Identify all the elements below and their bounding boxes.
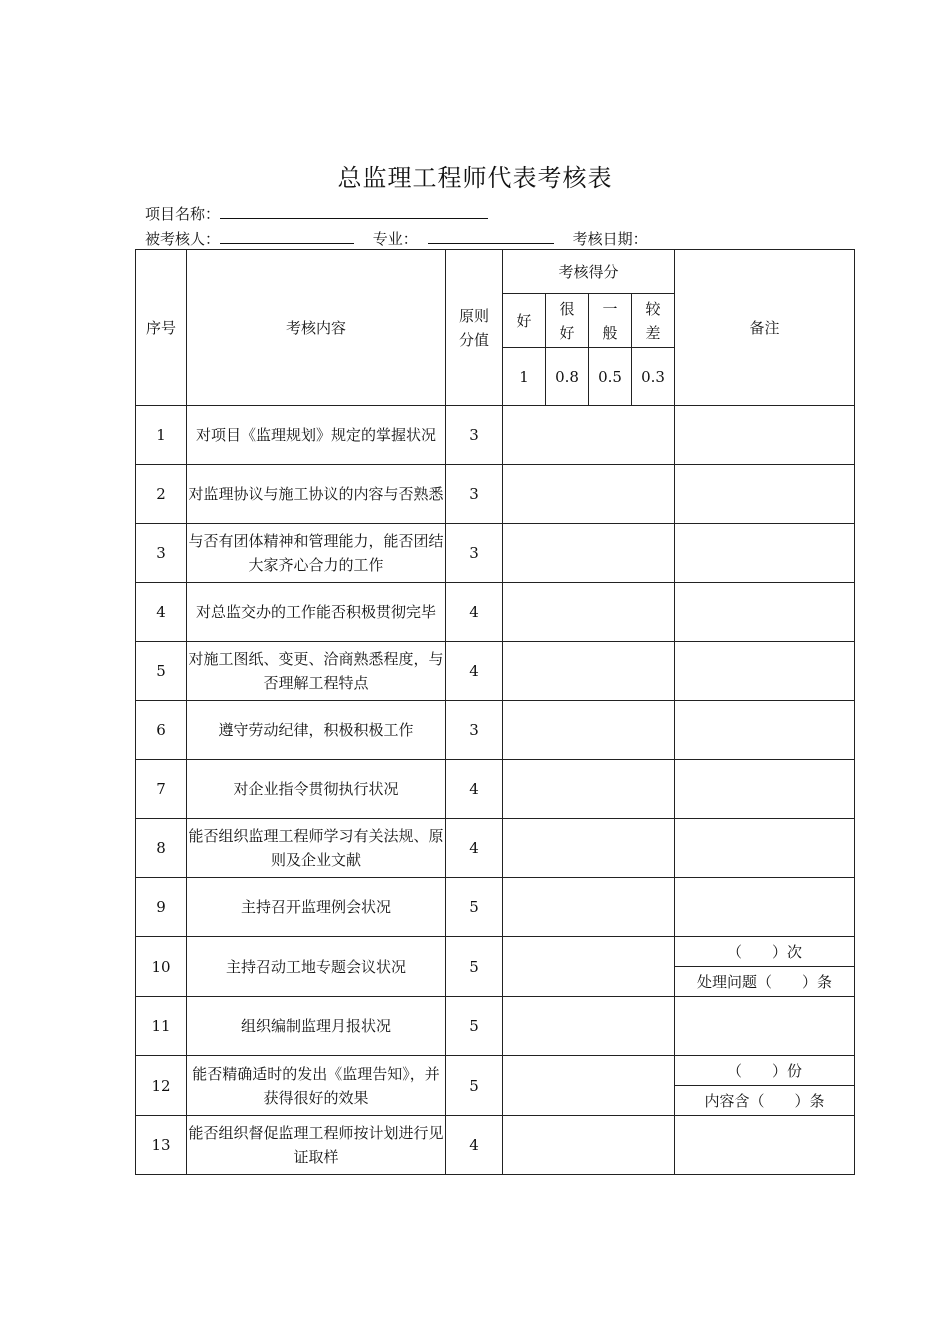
row-remark-cell[interactable] bbox=[675, 760, 855, 819]
row-score-cell[interactable] bbox=[503, 878, 675, 937]
table-row bbox=[136, 583, 855, 642]
level-label-average bbox=[589, 294, 632, 348]
row-score-cell[interactable] bbox=[503, 642, 675, 701]
row-score-cell[interactable] bbox=[503, 701, 675, 760]
row-content: 对项目《监理规划》规定的掌握状况 bbox=[187, 406, 446, 465]
table-row bbox=[136, 997, 855, 1056]
level-value-good: 1 bbox=[503, 348, 546, 406]
row-number: 11 bbox=[136, 997, 187, 1056]
row-content: 组织编制监理月报状况 bbox=[187, 997, 446, 1056]
level-label-very-good-text: 很好 bbox=[559, 299, 575, 342]
level-label-very-good bbox=[546, 294, 589, 348]
base-score-header-text: 原则分值 bbox=[458, 306, 489, 349]
row-base-score: 5 bbox=[446, 1056, 503, 1116]
row-base-score: 3 bbox=[446, 524, 503, 583]
row-number: 4 bbox=[136, 583, 187, 642]
level-label-good-text: 好 bbox=[516, 311, 532, 330]
row-score-cell[interactable] bbox=[503, 760, 675, 819]
row-remark-cell[interactable] bbox=[675, 583, 855, 642]
row-remark-cell[interactable] bbox=[675, 642, 855, 701]
row-remark-cell[interactable] bbox=[675, 406, 855, 465]
level-label-good bbox=[503, 294, 546, 348]
remark-split bbox=[675, 937, 854, 996]
row-score-cell[interactable] bbox=[503, 997, 675, 1056]
row-content: 主持召开监理例会状况 bbox=[187, 878, 446, 937]
row-base-score: 5 bbox=[446, 997, 503, 1056]
table-row bbox=[136, 937, 855, 997]
assessment-table bbox=[135, 249, 855, 1175]
row-score-cell[interactable] bbox=[503, 524, 675, 583]
table-row bbox=[136, 524, 855, 583]
row-base-score: 3 bbox=[446, 701, 503, 760]
base-score-header bbox=[446, 250, 503, 406]
row-content: 与否有团体精神和管理能力，能否团结大家齐心合力的工作 bbox=[187, 524, 446, 583]
row-number: 7 bbox=[136, 760, 187, 819]
major-field[interactable] bbox=[428, 228, 554, 244]
row-score-cell[interactable] bbox=[503, 406, 675, 465]
row-score-cell[interactable] bbox=[503, 1056, 675, 1116]
assessee-line bbox=[145, 228, 648, 249]
row-number: 5 bbox=[136, 642, 187, 701]
major-label: 专业： bbox=[372, 230, 418, 248]
row-base-score: 5 bbox=[446, 937, 503, 997]
assessee-field[interactable] bbox=[220, 228, 354, 244]
row-number: 12 bbox=[136, 1056, 187, 1116]
table-row bbox=[136, 642, 855, 701]
row-number: 10 bbox=[136, 937, 187, 997]
row-base-score: 4 bbox=[446, 1116, 503, 1175]
row-base-score: 5 bbox=[446, 878, 503, 937]
row-content: 对监理协议与施工协议的内容与否熟悉 bbox=[187, 465, 446, 524]
row-content: 能否组织监理工程师学习有关法规、原则及企业文献 bbox=[187, 819, 446, 878]
row-remark-cell[interactable] bbox=[675, 937, 855, 997]
row-base-score: 4 bbox=[446, 760, 503, 819]
row-score-cell[interactable] bbox=[503, 819, 675, 878]
table-row bbox=[136, 760, 855, 819]
remark-split bbox=[675, 1056, 854, 1115]
row-number: 3 bbox=[136, 524, 187, 583]
page-title: 总监理工程师代表考核表 bbox=[337, 164, 613, 192]
row-base-score: 3 bbox=[446, 406, 503, 465]
table-row bbox=[136, 1056, 855, 1116]
row-remark-cell[interactable] bbox=[675, 701, 855, 760]
row-content: 对企业指令贯彻执行状况 bbox=[187, 760, 446, 819]
row-content: 主持召动工地专题会议状况 bbox=[187, 937, 446, 997]
row-remark-cell[interactable] bbox=[675, 1056, 855, 1116]
row-number: 6 bbox=[136, 701, 187, 760]
table-row bbox=[136, 878, 855, 937]
score-group-header: 考核得分 bbox=[503, 250, 675, 294]
row-number: 1 bbox=[136, 406, 187, 465]
row-number: 2 bbox=[136, 465, 187, 524]
level-label-poor-text: 较差 bbox=[645, 299, 661, 342]
project-name-field[interactable] bbox=[220, 203, 488, 219]
row-remark-cell[interactable] bbox=[675, 878, 855, 937]
assessment-date-label: 考核日期： bbox=[572, 230, 648, 248]
row-content: 能否组织督促监理工程师按计划进行见证取样 bbox=[187, 1116, 446, 1175]
row-content: 遵守劳动纪律，积极积极工作 bbox=[187, 701, 446, 760]
row-base-score: 4 bbox=[446, 583, 503, 642]
row-remark-cell[interactable] bbox=[675, 819, 855, 878]
row-content: 对施工图纸、变更、洽商熟悉程度，与否理解工程特点 bbox=[187, 642, 446, 701]
row-number: 13 bbox=[136, 1116, 187, 1175]
level-value-poor: 0.3 bbox=[632, 348, 675, 406]
project-name-line bbox=[145, 203, 488, 224]
table-row bbox=[136, 819, 855, 878]
remark-header: 备注 bbox=[675, 250, 855, 406]
row-number: 8 bbox=[136, 819, 187, 878]
row-remark-cell[interactable] bbox=[675, 524, 855, 583]
remark-detail-line: 内容含（ ）条 bbox=[704, 1091, 825, 1110]
seq-header: 序号 bbox=[136, 250, 187, 406]
row-score-cell[interactable] bbox=[503, 583, 675, 642]
level-value-very-good: 0.8 bbox=[546, 348, 589, 406]
row-content: 能否精确适时的发出《监理告知》，并获得很好的效果 bbox=[187, 1056, 446, 1116]
row-score-cell[interactable] bbox=[503, 937, 675, 997]
remark-detail-line: 处理问题（ ）条 bbox=[697, 972, 833, 991]
row-number: 9 bbox=[136, 878, 187, 937]
project-name-label: 项目名称： bbox=[145, 205, 221, 223]
table-row bbox=[136, 701, 855, 760]
row-remark-cell[interactable] bbox=[675, 465, 855, 524]
table-body bbox=[136, 406, 855, 1175]
level-label-average-text: 一般 bbox=[602, 299, 618, 342]
level-value-average: 0.5 bbox=[589, 348, 632, 406]
row-remark-cell[interactable] bbox=[675, 1116, 855, 1175]
table-row bbox=[136, 1116, 855, 1175]
row-remark-cell[interactable] bbox=[675, 997, 855, 1056]
table-row bbox=[136, 406, 855, 465]
content-header: 考核内容 bbox=[187, 250, 446, 406]
table-header bbox=[136, 250, 855, 406]
assessee-label: 被考核人： bbox=[145, 230, 221, 248]
row-base-score: 4 bbox=[446, 642, 503, 701]
row-base-score: 3 bbox=[446, 465, 503, 524]
level-label-poor bbox=[632, 294, 675, 348]
row-content: 对总监交办的工作能否积极贯彻完毕 bbox=[187, 583, 446, 642]
row-base-score: 4 bbox=[446, 819, 503, 878]
remark-count-line: （ ）次 bbox=[675, 937, 854, 967]
row-score-cell[interactable] bbox=[503, 465, 675, 524]
row-score-cell[interactable] bbox=[503, 1116, 675, 1175]
remark-count-line: （ ）份 bbox=[675, 1056, 854, 1086]
table-row bbox=[136, 465, 855, 524]
